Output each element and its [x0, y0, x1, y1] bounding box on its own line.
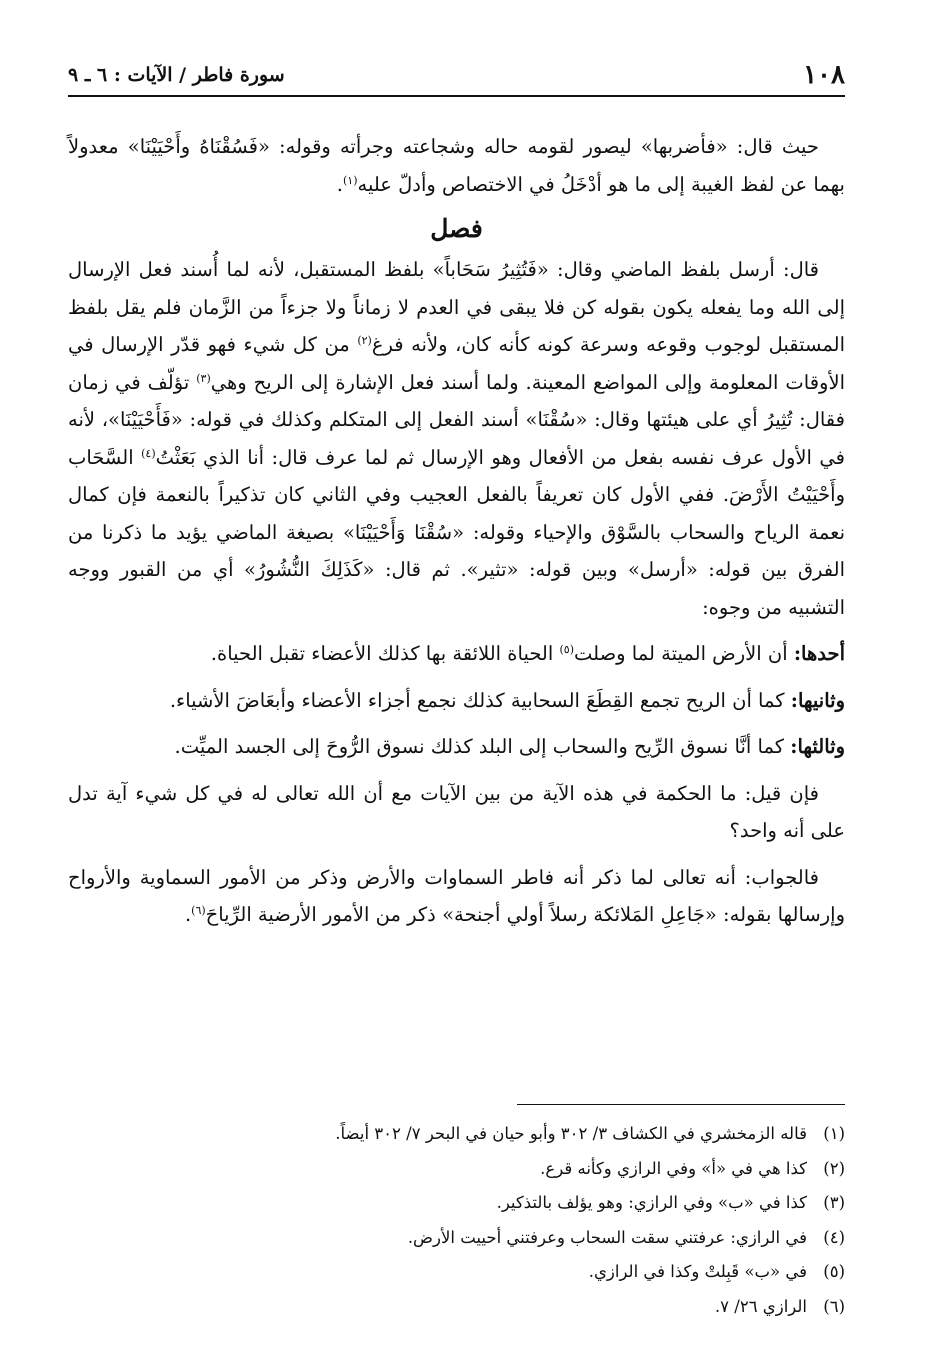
intro-line-2: معدولاً بهما عن لفظ الغيبة إلى ما هو أدْخَلُ في الاختصاص وأدلّ عليه — [68, 135, 845, 196]
footnote-ref-3: (٣) — [196, 371, 211, 385]
point-text-3: كما أنَّا نسوق الرِّيح والسحاب إلى البلد كذلك نسوق الرُّوحَ إلى الجسد الميِّت. — [174, 735, 791, 758]
footnote-text: قاله الزمخشري في الكشاف ٣/ ٣٠٢ وأبو حيان في البحر ٧/ ٣٠٢ أيضاً. — [335, 1124, 807, 1143]
footnote-4 — [68, 1221, 845, 1256]
footnote-text: كذا في «ب» وفي الرازي: وهو يؤلف بالتذكير. — [496, 1193, 807, 1212]
footnote-ref-2: (٢) — [357, 334, 372, 347]
page-header — [68, 60, 845, 100]
main-text — [68, 128, 845, 934]
section-title: فصل — [430, 214, 483, 243]
answer-paragraph — [68, 859, 845, 934]
fasl-text-2: من كل شيء فهو قدّر الإرسال في الأوقات المعلومة وإلى المواضع المعينة. ولما أسند فعل الإشارة إلى الريح وهي — [68, 333, 845, 394]
running-head: سورة فاطر / الآيات : ٦ ـ ٩ — [68, 64, 285, 86]
footnote-number: (٤) — [823, 1227, 845, 1247]
footnote-3 — [68, 1186, 845, 1221]
fasl-text-3: تؤلّف في زمان فقال: تُثِيرُ أي على هيئتها وقال: «سُقْنَا» أسند الفعل إلى المتكلم وكذلك في قوله: «فَأَحْيَيْنَا»، لأنه في الأول عرف نفسه بفعل من الأفعال وهو الإرسال ثم لما عرف قال: أنا الذي بَعَثْتُ — [68, 370, 845, 469]
footnote-6 — [68, 1290, 845, 1325]
footnote-number: (١) — [823, 1124, 845, 1143]
footnote-ref-5: (٥) — [559, 643, 574, 656]
intro-line-1: حيث قال: «فأضربها» ليصور لقومه حاله وشجاعته وجرأته وقوله: «فَسُقْنَاهُ وأَحْيَيْنَا» — [127, 135, 819, 158]
footnote-separator — [517, 1104, 845, 1105]
intro-line-2-end: . — [336, 172, 343, 196]
point-lead-2: وثانيها: — [790, 688, 845, 712]
footnote-5 — [68, 1255, 845, 1290]
footnote-ref-4: (٤) — [141, 446, 156, 460]
point-paragraph-2 — [68, 682, 845, 720]
footnote-2 — [68, 1152, 845, 1187]
answer-text: فالجواب: أنه تعالى لما ذكر أنه فاطر السماوات والأرض وذكر من الأمور السماوية والأرواح وإرسالها بقوله: «جَاعِلِ المَلائكة رسلاً أولي أجنحة» ذكر من الأمور الأرضية الرِّياحَ — [68, 865, 845, 926]
footnotes — [68, 1117, 845, 1324]
footnote-ref-6: (٦) — [191, 904, 206, 917]
point-lead-1: أحدها: — [793, 642, 845, 665]
footnote-text: كذا هي في «أ» وفي الرازي وكأنه قرع. — [540, 1158, 807, 1178]
point-text-1a: أن الأرض الميتة لما وصلت — [574, 642, 794, 665]
question-paragraph: فإن قيل: ما الحكمة في هذه الآية من بين الآيات مع أن الله تعالى له في كل شيء آية تدل على أنه واحد؟ — [68, 781, 845, 842]
point-text-1b: الحياة اللائقة بها كذلك الأعضاء تقبل الحياة. — [210, 642, 560, 665]
answer-text-end: . — [184, 903, 192, 926]
intro-paragraph — [68, 128, 845, 203]
header-rule — [68, 95, 845, 97]
point-paragraph-1 — [68, 635, 845, 673]
footnote-number: (٥) — [823, 1262, 845, 1281]
footnote-text: في الرازي: عرفتني سقت السحاب وعرفتني أحييت الأرض. — [407, 1227, 807, 1247]
book-page — [68, 60, 845, 1367]
page-number: ١٠٨ — [803, 60, 845, 90]
footnote-number: (٦) — [823, 1296, 845, 1316]
fasl-paragraph — [68, 251, 845, 626]
point-text-2: كما أن الريح تجمع القِطَعَ السحابية كذلك نجمع أجزاء الأعضاء وأبعَاضَ الأشياء. — [169, 688, 791, 712]
fasl-text-1: قال: أرسل بلفظ الماضي وقال: «فَتُثِيرُ سَحَاباً» بلفظ المستقبل، لأنه لما أُسند فعل الإرسال إلى الله وما يفعله يكون بقوله كن فلا يبقى في العدم لا زماناً ولا جزءاً من الزَّمان فلم يقل بلفظ المستقبل لوجوب وقوعه وسرعة كونه كأنه كان، ولأنه فرغ — [68, 258, 845, 356]
footnote-number: (٢) — [823, 1158, 845, 1178]
point-lead-3: وثالثها: — [790, 735, 845, 758]
point-paragraph-3 — [68, 728, 845, 766]
footnote-ref-1: (١) — [343, 173, 358, 187]
footnote-number: (٣) — [823, 1193, 845, 1212]
footnote-1 — [68, 1117, 845, 1152]
fasl-text-4: السَّحَاب وأَحْيَيْتُ الأَرْضَ. ففي الأول كان تعريفاً بالفعل العجيب وفي الثاني كان تذكيراً بالنعمة فإن كمال نعمة الرياح والسحاب بالسَّوْق والإحياء وقوله: «سُقْنَا وَأَحْيَيْنَا» بصيغة الماضي يؤيد ما ذكرنا من الفرق بين قوله: «أرسل» وبين قوله: «تثير». ثم قال: «كَذَلِكَ النُّشُورُ» أي من القبور ووجه التشبيه من وجوه: — [68, 445, 845, 619]
footnote-text: في «ب» قَبِلتْ وكذا في الرازي. — [588, 1262, 807, 1281]
footnote-text: الرازي ٢٦/ ٧. — [714, 1296, 807, 1316]
